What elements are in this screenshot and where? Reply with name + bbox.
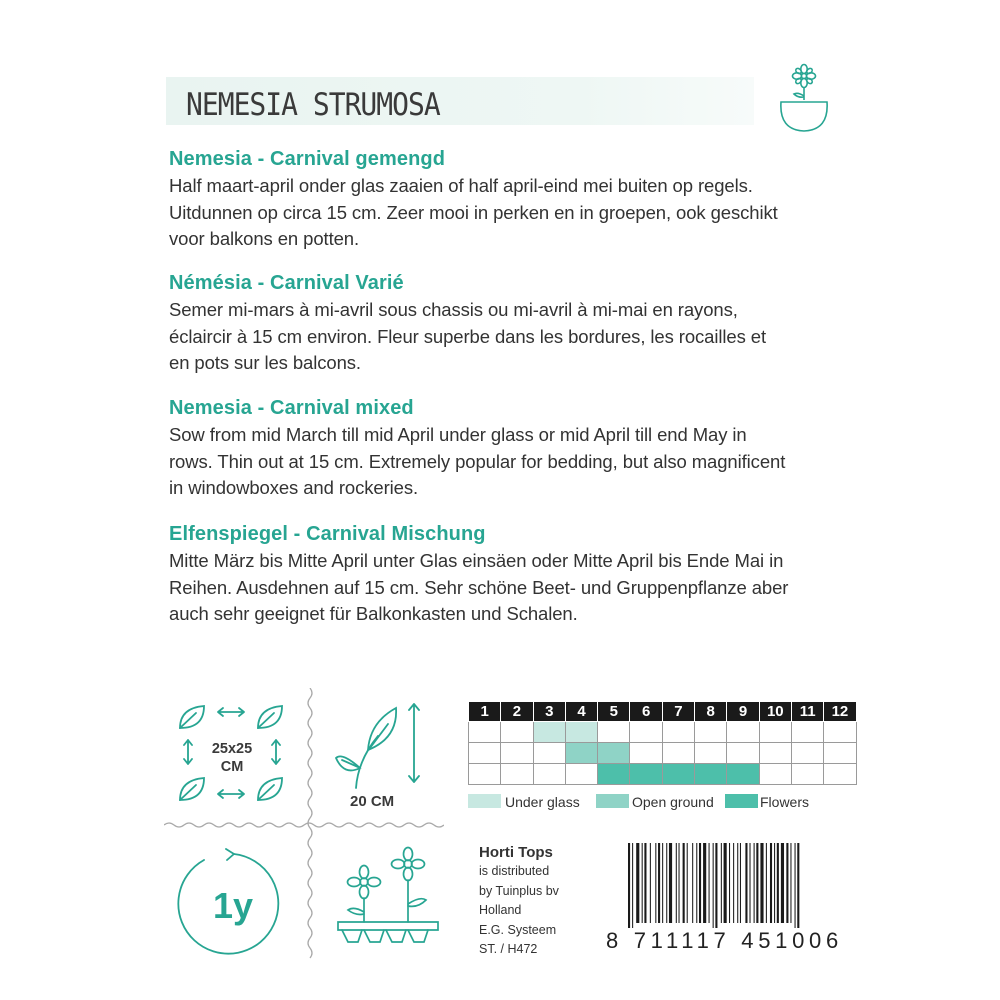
barcode-bar bbox=[721, 843, 722, 923]
month-header: 1 bbox=[469, 702, 501, 722]
barcode-bar bbox=[740, 843, 741, 923]
calendar-cell bbox=[469, 764, 501, 785]
section-body bbox=[169, 422, 869, 502]
calendar-cell bbox=[662, 743, 694, 764]
body-line: Half maart-april onder glas zaaien of half april-eind mei buiten op regels. bbox=[169, 175, 753, 196]
month-header: 11 bbox=[791, 702, 823, 722]
flower-tray-icon bbox=[330, 842, 446, 954]
barcode-bar bbox=[774, 843, 775, 923]
calendar-cell bbox=[630, 722, 662, 743]
body-line: rows. Thin out at 15 cm. Extremely popular for bedding, but also magnificent bbox=[169, 450, 786, 472]
barcode-bar bbox=[745, 843, 747, 923]
spacing-unit: CM bbox=[220, 759, 244, 775]
body-line: éclaircir à 15 cm environ. Fleur superbe dans les bordures, les rocailles et bbox=[169, 325, 767, 347]
distributor-line: E.G. Systeem bbox=[479, 922, 557, 937]
flowers-cell bbox=[598, 764, 630, 785]
section-body bbox=[169, 297, 869, 377]
month-header: 2 bbox=[501, 702, 533, 722]
month-header: 12 bbox=[824, 702, 856, 722]
section-german bbox=[169, 522, 869, 628]
barcode-bar bbox=[756, 843, 758, 923]
legend-label-open-ground: Open ground bbox=[632, 794, 714, 810]
distributor-line: is distributed bbox=[479, 864, 550, 878]
body-line: Sow from mid March till mid April under glass or mid April till end May in bbox=[169, 424, 747, 445]
barcode-bar bbox=[709, 843, 710, 923]
calendar-cell bbox=[695, 722, 727, 743]
barcode-bar bbox=[669, 843, 672, 923]
calendar-cell bbox=[630, 743, 662, 764]
open-ground-cell bbox=[565, 743, 597, 764]
barcode-bar bbox=[754, 843, 755, 923]
calendar-grid bbox=[468, 701, 857, 785]
calendar-cell bbox=[469, 722, 501, 743]
legend-label-flowers: Flowers bbox=[760, 794, 810, 810]
barcode-bar bbox=[797, 843, 799, 928]
section-english bbox=[169, 396, 869, 502]
barcode-bar bbox=[766, 843, 767, 923]
page-title: NEMESIA STRUMOSA bbox=[186, 86, 440, 123]
barcode-bar bbox=[662, 843, 663, 923]
flowers-cell bbox=[630, 764, 662, 785]
barcode-bar bbox=[644, 843, 646, 923]
barcode-bar bbox=[777, 843, 779, 923]
section-body bbox=[169, 173, 869, 253]
under-glass-cell bbox=[565, 722, 597, 743]
calendar-cell bbox=[759, 764, 791, 785]
month-header: 7 bbox=[662, 702, 694, 722]
barcode-bar bbox=[658, 843, 660, 923]
distributor-line: ST. / H472 bbox=[479, 942, 538, 956]
month-header: 8 bbox=[695, 702, 727, 722]
barcode-bar bbox=[790, 843, 791, 923]
barcode-bar bbox=[632, 843, 633, 928]
body-line: Uitdunnen op circa 15 cm. Zeer mooi in perken en in groepen, ook geschikt bbox=[169, 201, 778, 223]
calendar-cell bbox=[824, 764, 856, 785]
barcode-bar bbox=[676, 843, 677, 923]
section-heading: Nemesia - Carnival gemengd bbox=[169, 148, 446, 170]
legend-swatch-under-glass bbox=[468, 794, 501, 808]
distributor-line: by Tuinplus bv bbox=[479, 883, 559, 898]
calendar-cell bbox=[662, 722, 694, 743]
barcode-icon bbox=[626, 843, 855, 928]
barcode-bar bbox=[729, 843, 730, 923]
calendar-cell bbox=[791, 743, 823, 764]
legend-swatch-flowers bbox=[725, 794, 758, 808]
month-header: 5 bbox=[598, 702, 630, 722]
calendar-cell bbox=[565, 764, 597, 785]
barcode-bar bbox=[650, 843, 651, 923]
distributor-info bbox=[479, 843, 599, 960]
calendar-cell bbox=[501, 743, 533, 764]
month-header: 3 bbox=[533, 702, 565, 722]
calendar-cell bbox=[533, 764, 565, 785]
calendar-cell bbox=[598, 722, 630, 743]
spacing-label bbox=[200, 740, 264, 776]
barcode-bar bbox=[692, 843, 693, 923]
barcode-bar bbox=[696, 843, 697, 923]
calendar-cell bbox=[824, 722, 856, 743]
section-heading: Nemesia - Carnival mixed bbox=[169, 397, 414, 419]
calendar-cell bbox=[727, 743, 759, 764]
barcode-bar bbox=[655, 843, 656, 923]
body-line: voor balkons en potten. bbox=[169, 228, 360, 249]
barcode-bar bbox=[683, 843, 685, 923]
under-glass-cell bbox=[533, 722, 565, 743]
flowers-cell bbox=[727, 764, 759, 785]
calendar-cell bbox=[501, 722, 533, 743]
barcode-bar bbox=[760, 843, 763, 923]
calendar-cell bbox=[759, 722, 791, 743]
barcode-bar bbox=[666, 843, 667, 923]
barcode-bar bbox=[781, 843, 784, 923]
calendar-cell bbox=[501, 764, 533, 785]
calendar-cell bbox=[824, 743, 856, 764]
calendar-cell bbox=[791, 764, 823, 785]
body-line: auch sehr geeignet für Balkonkasten und Schalen. bbox=[169, 603, 578, 624]
barcode-bar bbox=[733, 843, 734, 923]
body-line: Mitte März bis Mitte April unter Glas einsäen oder Mitte April bis Ende Mai in bbox=[169, 550, 784, 571]
section-heading: Némésia - Carnival Varié bbox=[169, 272, 404, 294]
barcode-bar bbox=[642, 843, 643, 923]
distributor-line: Holland bbox=[479, 903, 522, 917]
body-line: Semer mi-mars à mi-avril sous chassis ou mi-avril à mi-mai en rayons, bbox=[169, 299, 738, 320]
calendar-cell bbox=[727, 722, 759, 743]
calendar-cell bbox=[695, 743, 727, 764]
wavy-divider-horizontal bbox=[164, 818, 444, 832]
title-banner bbox=[166, 77, 754, 125]
lifecycle-label: 1y bbox=[213, 885, 254, 926]
barcode-bar bbox=[687, 843, 688, 923]
barcode-bar bbox=[713, 843, 714, 928]
sowing-calendar bbox=[468, 701, 857, 785]
calendar-cell bbox=[469, 743, 501, 764]
month-header: 6 bbox=[630, 702, 662, 722]
plant-height-icon bbox=[332, 700, 432, 792]
barcode-bar bbox=[699, 843, 701, 923]
body-line: in windowboxes and rockeries. bbox=[169, 477, 419, 498]
section-dutch bbox=[169, 147, 869, 253]
flowers-cell bbox=[662, 764, 694, 785]
section-body bbox=[169, 548, 869, 628]
barcode-bar bbox=[715, 843, 717, 928]
barcode-bar bbox=[628, 843, 630, 928]
barcode-bar bbox=[795, 843, 796, 928]
barcode-bar bbox=[786, 843, 788, 923]
month-header: 4 bbox=[565, 702, 597, 722]
height-label: 20 CM bbox=[350, 793, 395, 810]
calendar-cell bbox=[759, 743, 791, 764]
barcode-bar bbox=[679, 843, 680, 923]
barcode-bar bbox=[724, 843, 727, 923]
legend-swatch-open-ground bbox=[596, 794, 629, 808]
barcode-bar bbox=[703, 843, 706, 923]
open-ground-cell bbox=[598, 743, 630, 764]
flower-pot-icon bbox=[774, 62, 834, 134]
brand-name: Horti Tops bbox=[479, 844, 553, 861]
body-line: en pots sur les balcons. bbox=[169, 352, 361, 373]
barcode-bar bbox=[749, 843, 750, 923]
section-heading: Elfenspiegel - Carnival Mischung bbox=[169, 523, 486, 545]
barcode-bar bbox=[770, 843, 772, 923]
month-header: 9 bbox=[727, 702, 759, 722]
month-header: 10 bbox=[759, 702, 791, 722]
calendar-legend bbox=[468, 793, 868, 813]
body-line: Reihen. Ausdehnen auf 15 cm. Sehr schöne Beet- und Gruppenpflanze aber bbox=[169, 576, 789, 598]
spacing-value: 25x25 bbox=[211, 741, 253, 757]
calendar-cell bbox=[533, 743, 565, 764]
calendar-cell bbox=[791, 722, 823, 743]
barcode-number: 8 711117 451006 bbox=[606, 928, 843, 953]
section-french bbox=[169, 271, 869, 377]
barcode-bar bbox=[737, 843, 738, 923]
flowers-cell bbox=[695, 764, 727, 785]
barcode-bar bbox=[636, 843, 639, 923]
legend-label-under-glass: Under glass bbox=[505, 794, 580, 810]
